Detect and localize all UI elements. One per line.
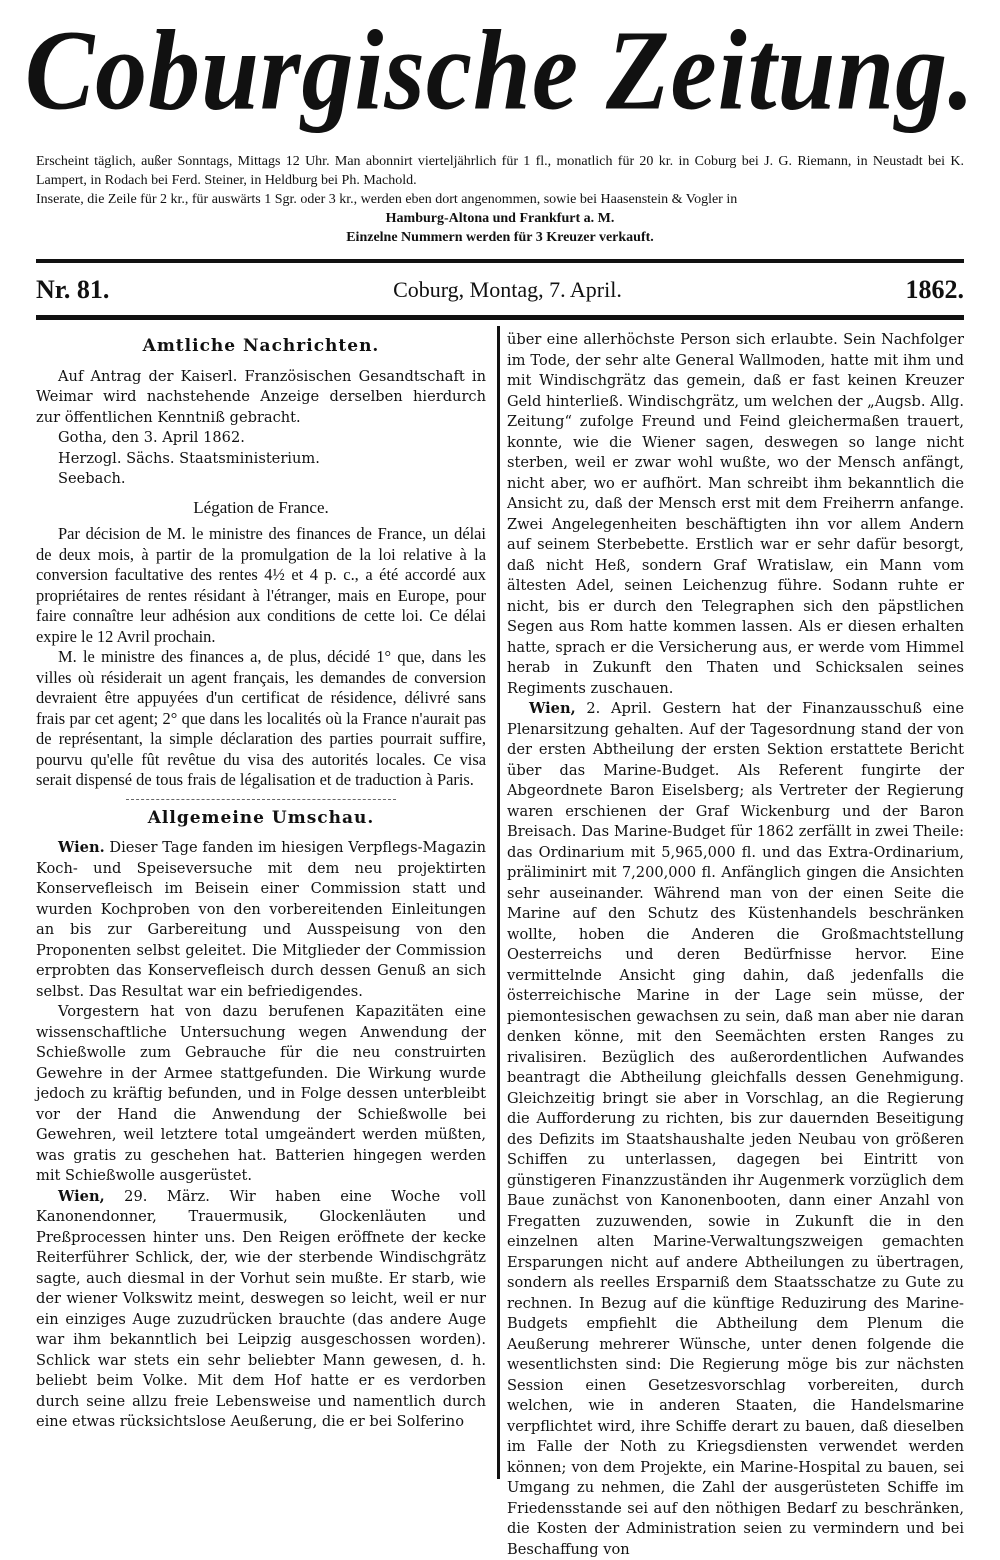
french-paragraph: M. le ministre des finances a, de plus, décidé 1° que, dans les villes où résiderait un agent français, les demandes de conversion devraient être appuyées d'un certificat de résidence, délivré sans frais par cet agent; 2° que dans les localités où la France n'aurait pas de représentant, la simple déclaration des parties pourrait suffire, pourvu qu'elle fût revêtue du visa des autorités locales. Ce visa serait dispensé de tous frais de légalisation et de traduction à Paris. xyxy=(36,647,486,789)
french-paragraph: Par décision de M. le ministre des finances de France, un délai de deux mois, à partir de la promulgation de la loi relative à la conversion facultative des rentes 4½ et 4 p. c., a été accordé aux propriétaires de rentes résidant à l'étranger, mais en Europe, pour faire connaître leur adhésion aux conditions de cette loi. Ce délai expire le 12 Avril prochain. xyxy=(36,524,486,646)
article-paragraph: über eine allerhöchste Person sich erlaubte. Sein Nachfolger im Tode, der sehr alte General Wallmoden, hatte mit ihm und mit Windischgrätz das gemein, daß er fast keinen Kreuzer Geld hinterließ. Windischgrätz, um welchen der „Augsb. Allg. Zeitung“ zufolge Freund und Feind gleichermaßen trauert, konnte, wie die Wiener sagen, deswegen so lange nicht sterben, weil er zwar wohl wußte, wo der Mensch anfängt, nicht aber, wo er aufhört. Man schreibt ihm bekanntlich die Ansicht zu, daß der Mensch erst mit dem Freiherrn anfange. Zwei Angelegenheiten beschäftigten ihn vor allem Andern auf seinem Sterbebette. Erstlich war er sehr dafür besorgt, daß nicht Heß, sondern Graf Wratislaw, ein Mann vom ältesten Adel, seinen Leichenzug führe. Sodann ruhte er nicht, bis er durch den Telegraphen sich den päpstlichen Segen aus Rom hatte kommen lassen. Als er diesen erhalten hatte, sprach er die Versicherung aus, er werde vom Himmel herab in Zukunft den Thaten und Schicksalen seines Regiments zuschauen. xyxy=(507,331,964,697)
separator xyxy=(126,799,396,800)
subscription-info xyxy=(36,152,964,247)
masthead-title: Coburgische Zeitung. xyxy=(24,7,976,134)
top-rule xyxy=(36,259,964,263)
article-paragraph xyxy=(507,699,964,1560)
subscription-line: Erscheint täglich, außer Sonntags, Mittags 12 Uhr. Man abonnirt vierteljährlich für 1 fl., monatlich für 20 kr. in Coburg bei J. G. Riemann, in Neustadt bei K. Lampert, in Rodach bei Ferd. Steiner, in Heldburg bei Ph. Machold. xyxy=(36,154,964,188)
column-divider xyxy=(497,326,500,1479)
article-paragraph xyxy=(36,838,486,1002)
right-column xyxy=(507,330,964,1558)
issue-year: 1862. xyxy=(905,275,964,304)
location-label: Wien. xyxy=(58,839,105,856)
bottom-rule xyxy=(36,315,964,320)
location-label: Wien, xyxy=(58,1187,105,1205)
section-heading: Allgemeine Umschau. xyxy=(147,807,375,828)
place-date: Coburg, Montag, 7. April. xyxy=(393,277,622,302)
subscription-line: Einzelne Nummern werden für 3 Kreuzer verkauft. xyxy=(346,230,654,245)
article-paragraph xyxy=(36,1187,486,1433)
notice-signature: Seebach. xyxy=(58,470,126,487)
subscription-line: Hamburg-Altona und Frankfurt a. M. xyxy=(385,211,615,226)
subscription-line: Inserate, die Zeile für 2 kr., für auswärts 1 Sgr. oder 3 kr., werden eben dort angenommen, sowie bei Haasenstein & Vogler in xyxy=(36,192,738,207)
article-text: 2. April. Gestern hat der Finanzausschuß eine Plenarsitzung gehalten. Auf der Tagesordnung stand der von der ersten Abtheilung der ersten Sektion erstattete Bericht über das Marine-Budget. Als Referent fungirte der Abgeordnete Baron Eiselsberg; als Vertreter der Regierung waren erschienen der Graf Wickenburg und der Baron Breisach. Das Marine-Budget für 1862 zerfällt in zwei Theile: das Ordinarium mit 5,965,000 fl. und das Extra-Ordinarium, präliminirt mit 7,200,000 fl. Anfänglich gingen die Ansichten sehr auseinander. Während man von der einen Seite die Marine auf den Schutz des Küstenhandels beschränken wollte, hoben die Anderen die Großmachtstellung Oesterreichs und deren Bedürfnisse hervor. Eine vermittelnde Ansicht ging dahin, daß jedenfalls die österreichische Marine in der Lage sein müsse, der piemontesischen gewachsen zu sein, daß man aber nie daran denken könne, mit den Seemächten ersten Ranges zu rivalisiren. Bezüglich des außerordentlichen Aufwandes beantragt die Abtheilung gleichfalls dessen Genehmigung. Gleichzeitig bringt sie aber in Vorschlag, an die Regierung die Aufforderung zu richten, bis zur dauernden Beseitigung des Defizits im Staatshaushalte jeden Neubau von größeren Schiffen zu unterlassen, dagegen bei Eintritt von günstigeren Finanzzuständen ihr Augenmerk vorzüglich dem Baue zunächst von Kanonenbooten, dann einer Anzahl von Fregatten zuzuwenden, sowie in Zukunft die in den einzelnen alten Marine-Verwaltungszweigen gemachten Ersparungen nicht auf andere Abtheilungen zu übertragen, sondern als reelles Ersparniß dem Staatsschatze zu Gute zu rechnen. In Bezug auf die künftige Reduzirung des Marine-Budgets empfiehlt die Abtheilung dem Plenum die Aeußerung mehrerer Wünsche, unter denen folgende die wesentlichsten sind: Die Regierung möge bis zur nächsten Session einen Gesetzesvorschlag vorbereiten, durch welchen, wie in anderen Staaten, die Handelsmarine verpflichtet wird, ihre Schiffe derart zu bauen, daß dieselben im Falle der Noth zu Kriegsdiensten verwendet werden können; von dem Projekte, ein Marine-Hospital zu bauen, sei Umgang zu nehmen, die Zahl der ausgerüsteten Schiffe im Friedensstande sei auf den nöthigen Bedarf zu beschränken, die Kosten der Administration seien zu vermindern und bei Beschaffung von xyxy=(507,700,964,1558)
article-paragraph: Auf Antrag der Kaiserl. Französischen Gesandtschaft in Weimar wird nachstehende Anzeige derselben hierdurch zur öffentlichen Kenntniß gebracht. xyxy=(36,367,486,426)
section-heading: Amtliche Nachrichten. xyxy=(142,336,380,356)
french-notice-title: Légation de France. xyxy=(193,497,329,517)
article-paragraph: Vorgestern hat von dazu berufenen Kapazitäten eine wissenschaftliche Untersuchung wegen Anwendung der Schießwolle zum Gebrauche für die neu construirten Gewehre in der Armee stattgefunden. Die Wirkung wurde jedoch zu kräftig befunden, und in Folge dessen unterbleibt vor der Hand die Anwendung der Schießwolle bei Gewehren, weil letztere total umgeändert werden müßten, was gratis zu geschehen hat. Batterien hingegen werden mit Schießwolle ausgerüstet. xyxy=(36,1003,486,1184)
dateline xyxy=(36,272,964,308)
notice-signature: Herzogl. Sächs. Staatsministerium. xyxy=(58,449,320,467)
left-column xyxy=(36,330,486,1479)
article-text: 29. März. Wir haben eine Woche voll Kanonendonner, Trauermusik, Glockenläuten und Preßprocessen hinter uns. Den Reigen eröffnete der kecke Reiterführer Schlick, der, wie der sterbende Windischgrätz sagte, auch diesmal in der Vorhut sein mußte. Er starb, wie der wiener Volkswitz meint, deswegen so leicht, weil er nur ein einziges Auge zuzudrücken brauchte (das andere Auge war ihm bekanntlich bei Leipzig ausgeschossen worden). Schlick war stets ein sehr beliebter Mann gewesen, d. h. beliebt beim Volke. Mit dem Hof hatte er es verdorben durch seine allzu freie Lebensweise und namentlich durch eine etwas rücksichtslose Aeußerung, die er bei Solferino xyxy=(36,1187,486,1430)
location-label: Wien, xyxy=(529,700,576,717)
article-text: Dieser Tage fanden im hiesigen Verpflegs-Magazin Koch- und Speiseversuche mit dem neu projektirten Konservefleisch im Beisein einer Commission statt und wurden Kochproben von den vorbereitenden Einleitungen an bis zur Garbereitung und Ausspeisung von den Proponenten selbst geleitet. Die Mitglieder der Commission erprobten das Konservefleisch durch dessen Genuß an sich selbst. Das Resultat war ein befriedigendes. xyxy=(36,839,486,1000)
notice-date: Gotha, den 3. April 1862. xyxy=(58,429,245,446)
issue-number: Nr. 81. xyxy=(36,275,110,304)
